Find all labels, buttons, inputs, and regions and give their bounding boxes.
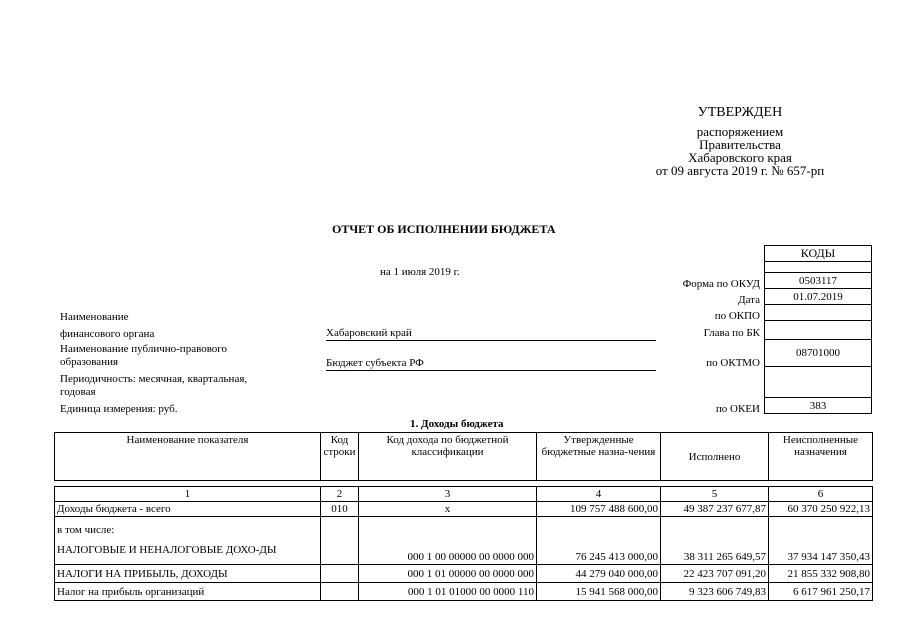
okei-label: по ОКЕИ xyxy=(715,403,760,415)
row-code xyxy=(359,517,537,537)
row-approved xyxy=(537,517,661,537)
codes-header: КОДЫ xyxy=(765,246,872,262)
period-label xyxy=(60,373,247,399)
row-line xyxy=(321,565,359,583)
row-executed: 38 311 265 649,57 xyxy=(661,537,769,565)
col-number: 3 xyxy=(359,487,537,502)
row-approved: 15 941 568 000,00 xyxy=(537,583,661,601)
spacer-cell xyxy=(765,262,872,273)
col-number: 1 xyxy=(55,487,321,502)
pub-label-line2: образования xyxy=(60,356,119,368)
approval-line: от 09 августа 2019 г. № 657-рп xyxy=(655,163,825,178)
col-number: 2 xyxy=(321,487,359,502)
codes-table xyxy=(764,245,872,414)
row-unexecuted: 37 934 147 350,43 xyxy=(769,537,873,565)
row-code: 000 1 01 00000 00 0000 000 xyxy=(359,565,537,583)
pub-label xyxy=(60,343,227,369)
row-line xyxy=(321,537,359,565)
row-unexecuted: 60 370 250 922,13 xyxy=(769,502,873,517)
row-name: НАЛОГОВЫЕ И НЕНАЛОГОВЫЕ ДОХО-ДЫ xyxy=(55,537,321,565)
table-row xyxy=(55,502,873,517)
fin-label-line2: финансового органа xyxy=(60,328,155,340)
unit-label: Единица измерения: руб. xyxy=(60,403,178,415)
row-name: в том числе: xyxy=(55,517,321,537)
fin-label-line1: Наименование xyxy=(60,311,129,323)
fin-value: Хабаровский край xyxy=(326,327,656,341)
row-executed: 9 323 606 749,83 xyxy=(661,583,769,601)
approval-line: распоряжением xyxy=(696,124,784,139)
pub-value: Бюджет субъекта РФ xyxy=(326,357,656,371)
row-unexecuted xyxy=(769,517,873,537)
row-executed xyxy=(661,517,769,537)
row-line xyxy=(321,517,359,537)
header-name: Наименование показателя xyxy=(55,433,321,481)
row-unexecuted: 6 617 961 250,17 xyxy=(769,583,873,601)
header-approved: Утвержденные бюджетные назна-чения xyxy=(537,433,661,481)
period-label-line1: Периодичность: месячная, квартальная, xyxy=(60,373,248,385)
approval-title: УТВЕРЖДЕН xyxy=(697,105,783,120)
header-executed: Исполнено xyxy=(661,433,769,481)
approval-line: Хабаровского края xyxy=(688,150,792,165)
col-number: 5 xyxy=(661,487,769,502)
row-name: Налог на прибыль организаций xyxy=(55,583,321,601)
row-executed: 22 423 707 091,20 xyxy=(661,565,769,583)
report-title: ОТЧЕТ ОБ ИСПОЛНЕНИИ БЮДЖЕТА xyxy=(332,222,556,236)
approval-line: Правительства xyxy=(699,137,781,152)
table-row xyxy=(55,517,873,537)
table-row xyxy=(55,565,873,583)
header-code-income: Код дохода по бюджетной классификации xyxy=(359,433,537,481)
approval-block xyxy=(630,106,850,177)
row-unexecuted: 21 855 332 908,80 xyxy=(769,565,873,583)
okpo-code xyxy=(765,305,872,321)
date-code: 01.07.2019 xyxy=(765,289,872,305)
header-unexecuted: Неисполненные назначения xyxy=(769,433,873,481)
okpo-label: по ОКПО xyxy=(714,310,760,322)
bk-code xyxy=(765,321,872,340)
okud-code: 0503117 xyxy=(765,273,872,289)
header-code-line: Код строки xyxy=(321,433,359,481)
oktmo-label: по ОКТМО xyxy=(706,357,760,369)
row-approved: 76 245 413 000,00 xyxy=(537,537,661,565)
bk-label: Глава по БК xyxy=(703,327,760,339)
row-line xyxy=(321,583,359,601)
section-title: 1. Доходы бюджета xyxy=(410,418,504,430)
row-approved: 109 757 488 600,00 xyxy=(537,502,661,517)
report-date: на 1 июля 2019 г. xyxy=(380,266,460,278)
col-number: 4 xyxy=(537,487,661,502)
date-label: Дата xyxy=(738,294,760,306)
income-table xyxy=(54,432,873,601)
period-label-line2: годовая xyxy=(60,386,96,398)
row-name: Доходы бюджета - всего xyxy=(55,502,321,517)
row-code: x xyxy=(359,502,537,517)
row-name: НАЛОГИ НА ПРИБЫЛЬ, ДОХОДЫ xyxy=(55,565,321,583)
row-code: 000 1 00 00000 00 0000 000 xyxy=(359,537,537,565)
row-line: 010 xyxy=(321,502,359,517)
row-executed: 49 387 237 677,87 xyxy=(661,502,769,517)
table-row xyxy=(55,583,873,601)
table-row xyxy=(55,537,873,565)
period-code xyxy=(765,367,872,398)
row-code: 000 1 01 01000 00 0000 110 xyxy=(359,583,537,601)
oktmo-code: 08701000 xyxy=(765,340,872,367)
okud-label: Форма по ОКУД xyxy=(682,278,760,290)
okei-code: 383 xyxy=(765,398,872,414)
fin-label xyxy=(60,311,154,341)
pub-label-line1: Наименование публично-правового xyxy=(60,343,228,355)
row-approved: 44 279 040 000,00 xyxy=(537,565,661,583)
col-number: 6 xyxy=(769,487,873,502)
